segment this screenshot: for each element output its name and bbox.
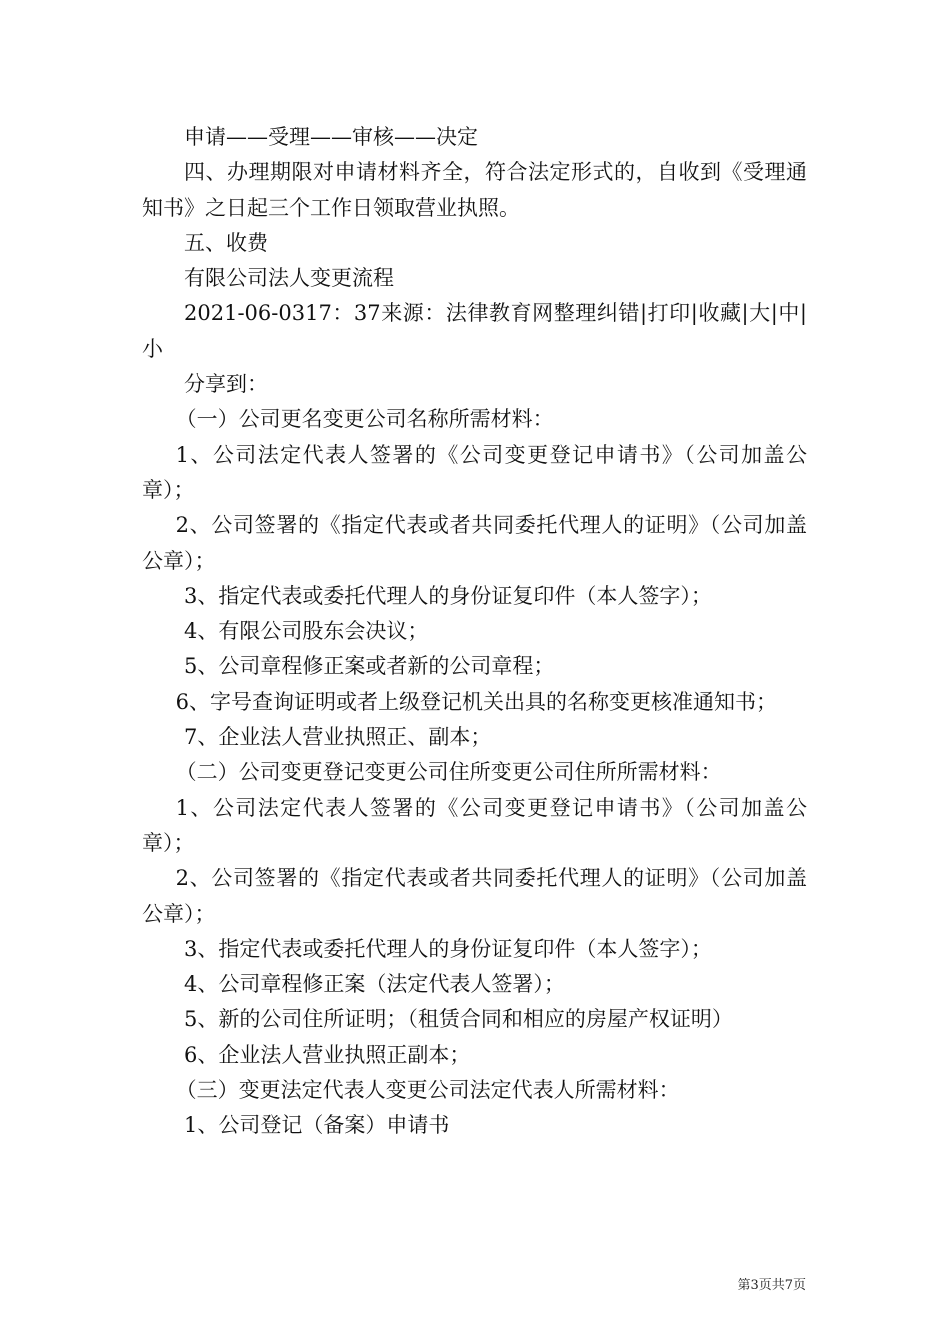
paragraph-deadline: 四、办理期限对申请材料齐全，符合法定形式的，自收到《受理通知书》之日起三个工作日领取营业执照。 — [142, 160, 807, 220]
paragraph-item: 2、公司签署的《指定代表或者共同委托代理人的证明》（公司加盖公章）； — [142, 866, 807, 926]
paragraph-item: 5、公司章程修正案或者新的公司章程； — [184, 654, 555, 679]
paragraph-item: 7、企业法人营业执照正、副本； — [184, 725, 492, 750]
paragraph-item: 4、公司章程修正案（法定代表人签署）； — [184, 972, 565, 997]
paragraph-item: 1、公司法定代表人签署的《公司变更登记申请书》（公司加盖公章）； — [142, 442, 807, 502]
document-body — [142, 120, 807, 1144]
paragraph-item: 4、有限公司股东会决议； — [184, 619, 429, 644]
paragraph-title: 有限公司法人变更流程 — [184, 266, 394, 291]
paragraph-item: 3、指定代表或委托代理人的身份证复印件（本人签字）； — [184, 936, 712, 961]
paragraph-section-2: （二）公司变更登记变更公司住所变更公司住所所需材料： — [175, 760, 722, 785]
page-number: 第3页共7页 — [737, 1278, 806, 1293]
paragraph-item: 1、公司登记（备案）申请书 — [184, 1113, 450, 1138]
paragraph-item: 6、企业法人营业执照正副本； — [184, 1042, 471, 1067]
paragraph-item: 2、公司签署的《指定代表或者共同委托代理人的证明》（公司加盖公章）； — [142, 513, 807, 573]
paragraph-item: 6、字号查询证明或者上级登记机关出具的名称变更核准通知书； — [175, 689, 777, 714]
paragraph-item: 3、指定代表或委托代理人的身份证复印件（本人签字）； — [184, 583, 712, 608]
paragraph-item: 5、新的公司住所证明；（租赁合同和相应的房屋产权证明） — [184, 1007, 733, 1032]
paragraph-item: 1、公司法定代表人签署的《公司变更登记申请书》（公司加盖公章）； — [142, 795, 807, 855]
paragraph-fees: 五、收费 — [184, 230, 268, 255]
paragraph-process: 申请——受理——审核——决定 — [184, 125, 478, 149]
paragraph-source: 2021-06-0317：37来源：法律教育网整理纠错|打印|收藏|大|中|小 — [142, 301, 807, 361]
paragraph-section-3: （三）变更法定代表人变更公司法定代表人所需材料： — [175, 1078, 680, 1103]
paragraph-section-1: （一）公司更名变更公司名称所需材料： — [175, 407, 554, 432]
paragraph-share: 分享到： — [184, 372, 268, 397]
